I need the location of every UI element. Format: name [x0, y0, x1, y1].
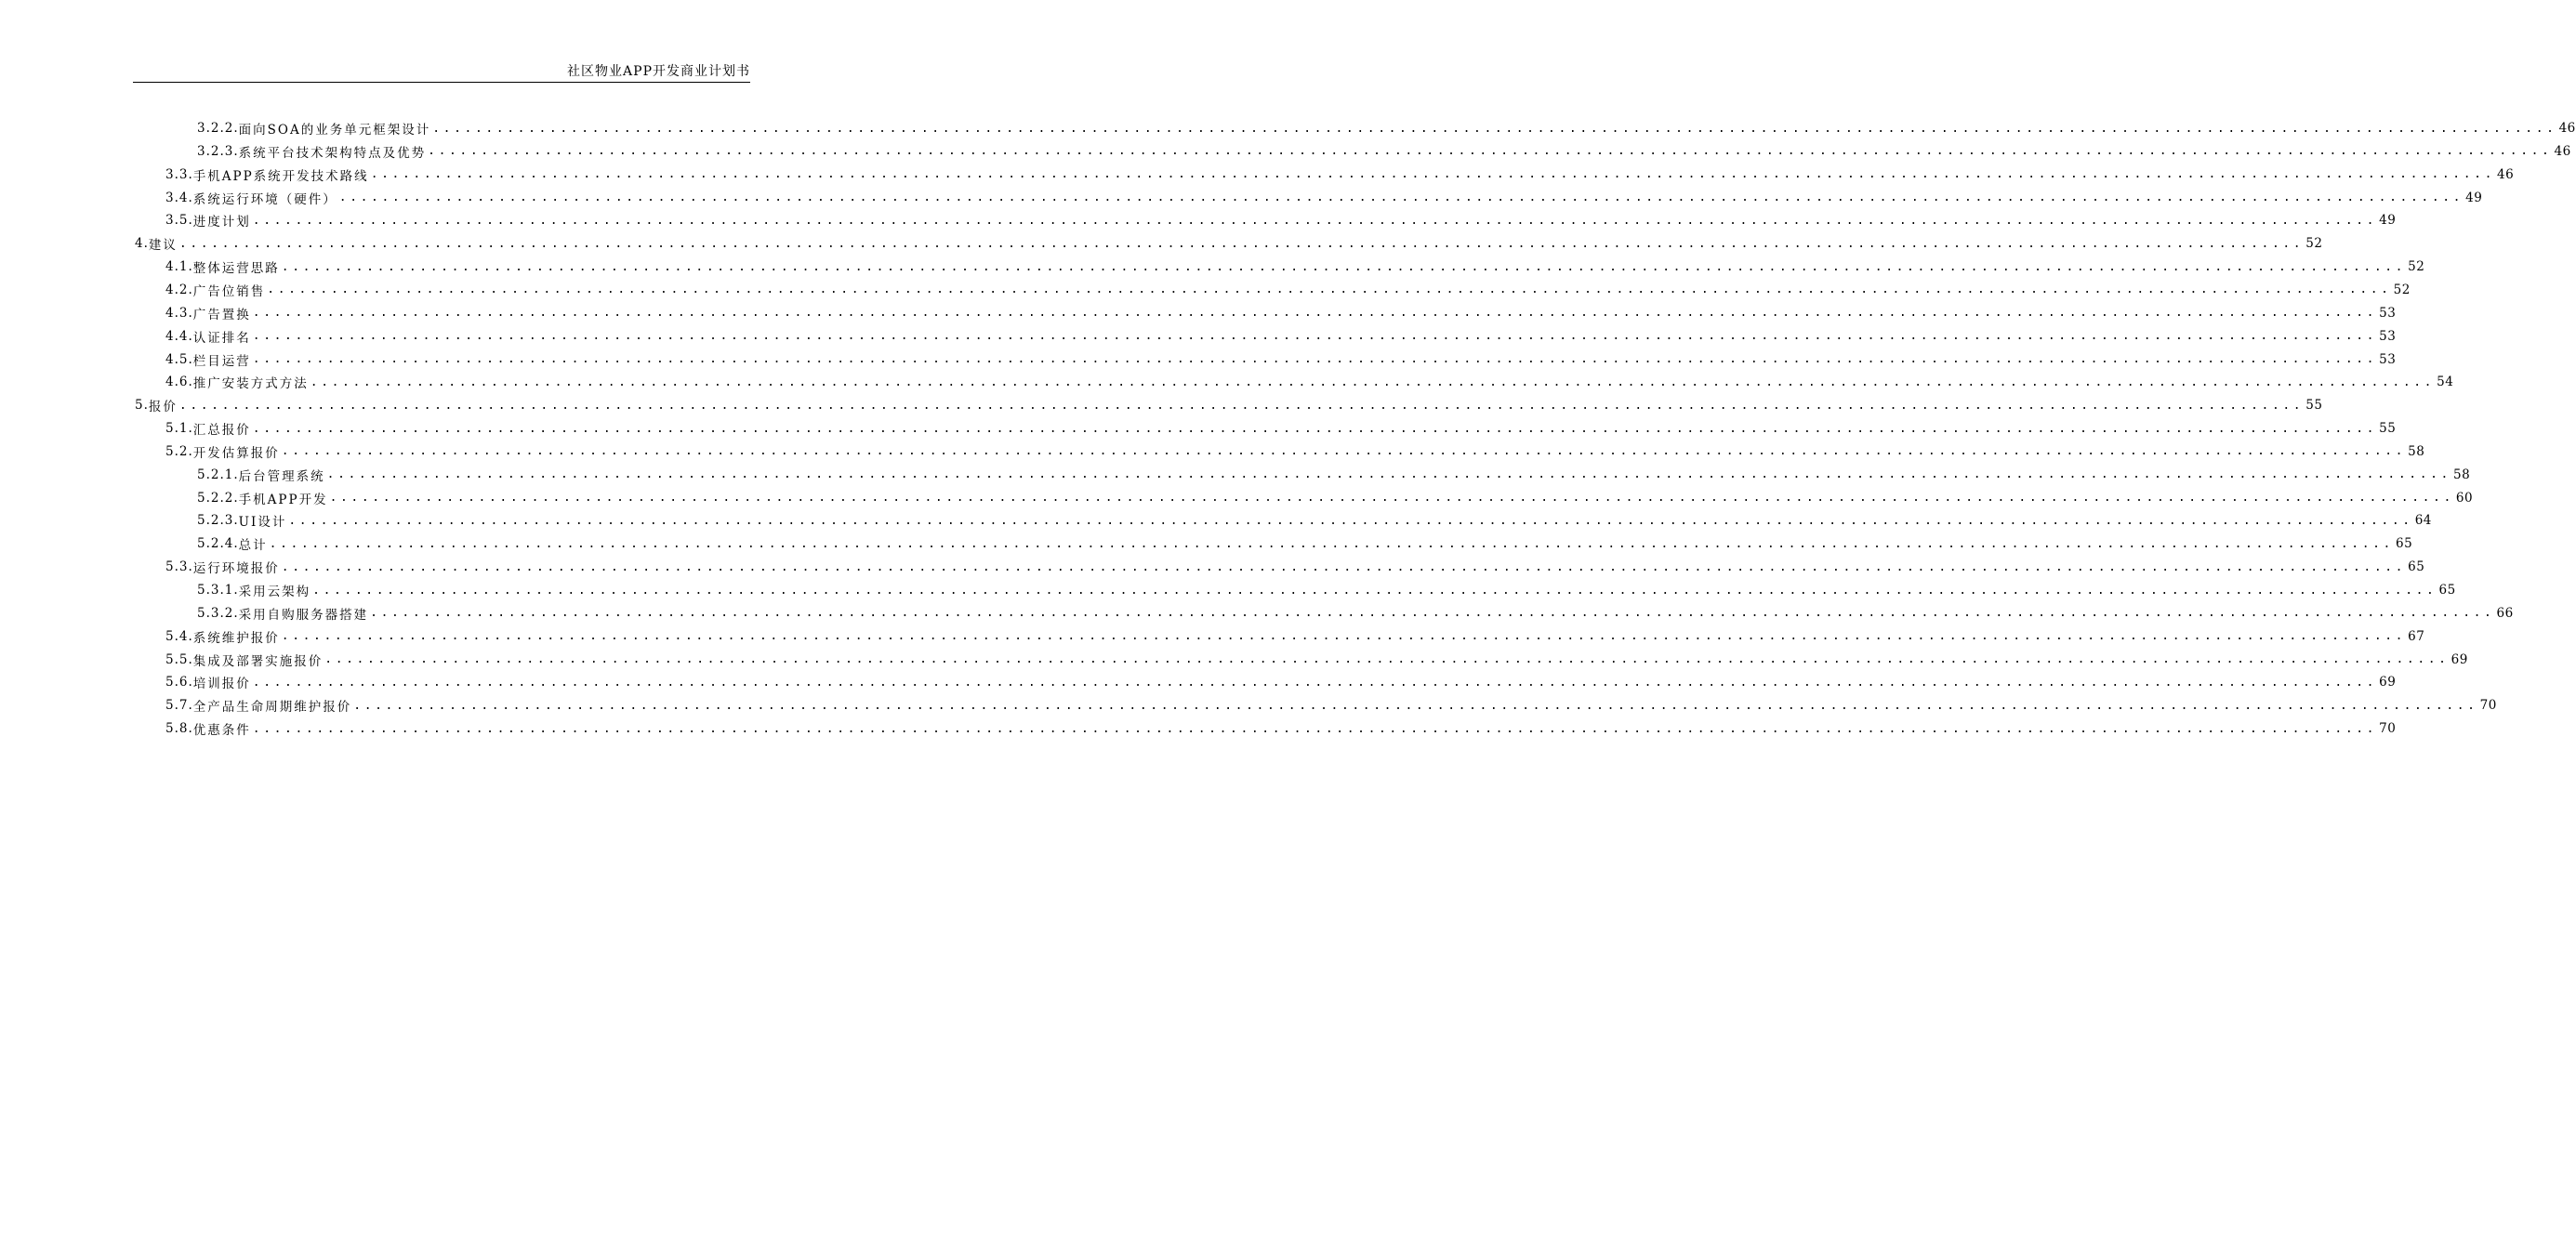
toc-entry-page: 52: [2393, 282, 2411, 297]
toc-entry-page: 46: [2554, 143, 2571, 159]
toc-entry[interactable]: [197, 533, 2413, 554]
toc-entry[interactable]: [165, 326, 2397, 347]
toc-dot-leader: ........................................................................................................................................................................................................: [252, 329, 2378, 344]
toc-entry-title: 全产品生命周期维护报价: [192, 700, 352, 716]
toc-entry-number: 5.3.: [165, 559, 193, 575]
toc-entry-title: 系统平台技术架构特点及优势: [238, 145, 427, 161]
toc-entry-title: 手机APP系统开发技术路线: [192, 168, 369, 184]
toc-entry-number: 5.2.3.: [197, 513, 239, 529]
toc-entry-title: 系统维护报价: [192, 630, 280, 646]
toc-entry-number: 4.4.: [165, 328, 193, 344]
toc-entry-number: 3.5.: [165, 213, 193, 229]
toc-entry[interactable]: [165, 557, 2425, 577]
toc-entry[interactable]: [135, 233, 2323, 254]
toc-entry-page: 46: [2497, 166, 2515, 182]
toc-entry[interactable]: [165, 626, 2425, 647]
toc-dot-leader: ........................................................................................................................................................................................................: [252, 421, 2378, 436]
toc-dot-leader: ........................................................................................................................................................................................................: [252, 721, 2378, 736]
toc-dot-leader: ........................................................................................................................................................................................................: [329, 491, 2454, 506]
toc-entry-title: 认证排名: [192, 330, 251, 346]
toc-entry-page: 49: [2379, 213, 2397, 229]
toc-entry[interactable]: [165, 210, 2397, 230]
toc-entry[interactable]: [165, 256, 2425, 277]
toc-entry-page: 66: [2496, 605, 2514, 621]
header-divider: [133, 82, 750, 83]
toc-entry-title: 面向SOA的业务单元框架设计: [238, 123, 431, 138]
toc-entry-title: 系统运行环境（硬件）: [192, 191, 337, 207]
toc-entry-page: 70: [2479, 698, 2497, 714]
toc-entry-number: 4.2.: [165, 282, 193, 297]
toc-entry-number: 5.3.2.: [197, 605, 239, 621]
toc-entry-number: 4.6.: [165, 375, 193, 390]
toc-dot-leader: ........................................................................................................................................................................................................: [310, 375, 2436, 389]
toc-entry[interactable]: [165, 349, 2397, 370]
toc-dot-leader: ........................................................................................................................................................................................................: [252, 306, 2378, 321]
toc-dot-leader: ........................................................................................................................................................................................................: [432, 121, 2557, 136]
toc-entry-number: 5.7.: [165, 698, 193, 714]
toc-entry-page: 53: [2379, 351, 2397, 367]
toc-entry-page: 58: [2453, 467, 2471, 482]
toc-entry-number: 5.3.1.: [197, 583, 239, 598]
toc-entry-page: 46: [2558, 121, 2576, 136]
toc-entry-page: 69: [2379, 675, 2397, 690]
toc-entry-title: 优惠条件: [192, 723, 251, 739]
toc-dot-leader: ........................................................................................................................................................................................................: [281, 259, 2407, 274]
toc-entry-title: 后台管理系统: [238, 468, 325, 484]
toc-dot-leader: ........................................................................................................................................................................................................: [312, 583, 2437, 598]
toc-entry-page: 67: [2408, 628, 2425, 644]
toc-entry-title: 广告置换: [192, 307, 251, 322]
page-header-title: 社区物业APP开发商业计划书: [567, 64, 750, 79]
toc-dot-leader: ........................................................................................................................................................................................................: [288, 513, 2413, 528]
toc-entry-page: 65: [2438, 583, 2456, 598]
toc-entry[interactable]: [197, 488, 2474, 508]
toc-entry[interactable]: [165, 188, 2483, 208]
toc-entry-title: 采用云架构: [238, 585, 311, 599]
toc-entry-number: 5.8.: [165, 721, 193, 737]
toc-entry[interactable]: [165, 718, 2397, 739]
toc-dot-leader: ........................................................................................................................................................................................................: [281, 444, 2407, 459]
toc-dot-leader: ........................................................................................................................................................................................................: [326, 467, 2451, 482]
toc-dot-leader: ........................................................................................................................................................................................................: [267, 283, 2392, 297]
toc-entry[interactable]: [165, 164, 2515, 185]
toc-entry-number: 3.2.3.: [197, 143, 239, 159]
toc-entry[interactable]: [165, 418, 2397, 439]
toc-entry-title: 进度计划: [192, 215, 251, 230]
toc-entry-title: 建议: [148, 238, 178, 254]
toc-entry[interactable]: [165, 650, 2468, 670]
toc-entry-number: 5.1.: [165, 421, 193, 437]
toc-entry-title: 报价: [148, 400, 178, 415]
toc-entry-title: 手机APP开发: [238, 492, 328, 507]
toc-entry-page: 52: [2305, 236, 2323, 252]
toc-entry[interactable]: [165, 695, 2497, 716]
toc-dot-leader: ........................................................................................................................................................................................................: [178, 236, 2305, 251]
toc-entry-number: 3.4.: [165, 190, 193, 205]
toc-entry-number: 4.3.: [165, 305, 193, 321]
toc-entry[interactable]: [165, 280, 2411, 300]
toc-dot-leader: ........................................................................................................................................................................................................: [281, 559, 2407, 574]
toc-entry[interactable]: [197, 510, 2432, 531]
toc-entry-page: 70: [2379, 721, 2397, 737]
toc-dot-leader: ........................................................................................................................................................................................................: [324, 652, 2450, 667]
toc-dot-leader: ........................................................................................................................................................................................................: [281, 629, 2407, 644]
toc-entry-title: 整体运营思路: [192, 261, 280, 277]
toc-entry-page: 60: [2455, 490, 2474, 506]
toc-entry[interactable]: [165, 441, 2425, 462]
toc-entry-page: 53: [2379, 328, 2397, 344]
toc-entry-number: 3.2.2.: [197, 121, 239, 136]
toc-entry-page: 58: [2408, 443, 2425, 459]
toc-entry-title: 汇总报价: [192, 423, 251, 439]
toc-dot-leader: ........................................................................................................................................................................................................: [338, 191, 2464, 205]
toc-dot-leader: ........................................................................................................................................................................................................: [353, 698, 2478, 713]
toc-entry-title: 开发估算报价: [192, 445, 280, 461]
toc-entry-page: 49: [2465, 190, 2483, 205]
toc-entry-number: 5.2.4.: [197, 536, 239, 552]
toc-dot-leader: ........................................................................................................................................................................................................: [428, 144, 2553, 159]
toc-dot-leader: ........................................................................................................................................................................................................: [252, 213, 2378, 228]
toc-entry[interactable]: [197, 465, 2471, 485]
toc-entry[interactable]: [197, 603, 2514, 624]
toc-entry-number: 5.5.: [165, 651, 193, 667]
toc-entry-title: 运行环境报价: [192, 561, 280, 577]
toc-entry-title: 培训报价: [192, 677, 251, 692]
toc-entry-number: 5.6.: [165, 675, 193, 690]
toc-entry-number: 5.: [135, 398, 149, 414]
toc-entry[interactable]: [197, 118, 2576, 138]
toc-entry-number: 5.2.: [165, 443, 193, 459]
toc-entry-number: 5.2.1.: [197, 467, 239, 482]
toc-entry[interactable]: [165, 372, 2454, 392]
toc-entry-page: 64: [2414, 513, 2432, 529]
toc-entry[interactable]: [135, 395, 2323, 415]
toc-entry-number: 3.3.: [165, 166, 193, 182]
toc-entry-page: 69: [2451, 651, 2468, 667]
toc-entry[interactable]: [197, 580, 2456, 600]
toc-dot-leader: ........................................................................................................................................................................................................: [370, 606, 2495, 621]
toc-entry-number: 4.1.: [165, 259, 193, 275]
toc-entry-page: 55: [2379, 421, 2397, 437]
toc-entry-number: 5.4.: [165, 628, 193, 644]
toc-entry-number: 4.: [135, 236, 149, 252]
toc-entry-title: 总计: [238, 538, 268, 554]
toc-entry-number: 4.5.: [165, 351, 193, 367]
toc-entry-title: UI设计: [238, 515, 287, 531]
toc-entry[interactable]: [197, 141, 2571, 162]
toc-entry-number: 5.2.2.: [197, 490, 239, 506]
toc-dot-leader: ........................................................................................................................................................................................................: [178, 398, 2305, 413]
toc-entry-title: 集成及部署实施报价: [192, 653, 324, 669]
toc-entry-title: 采用自购服务器搭建: [238, 607, 369, 623]
toc-entry-page: 53: [2379, 305, 2397, 321]
toc-dot-leader: ........................................................................................................................................................................................................: [252, 675, 2378, 690]
toc-entry[interactable]: [165, 672, 2397, 692]
toc-dot-leader: ........................................................................................................................................................................................................: [252, 352, 2378, 366]
toc-entry-page: 54: [2437, 375, 2454, 390]
toc-entry-page: 65: [2408, 559, 2425, 575]
toc-entry-title: 推广安装方式方法: [192, 376, 309, 392]
toc-entry-page: 52: [2408, 259, 2425, 275]
toc-dot-leader: ........................................................................................................................................................................................................: [370, 167, 2496, 182]
toc-entry-page: 55: [2305, 398, 2323, 414]
toc-entry-page: 65: [2396, 536, 2413, 552]
toc-entry-title: 广告位销售: [192, 283, 266, 299]
toc-dot-leader: ........................................................................................................................................................................................................: [269, 536, 2394, 551]
toc-entry[interactable]: [165, 303, 2397, 323]
toc-entry-title: 栏目运营: [192, 353, 251, 369]
